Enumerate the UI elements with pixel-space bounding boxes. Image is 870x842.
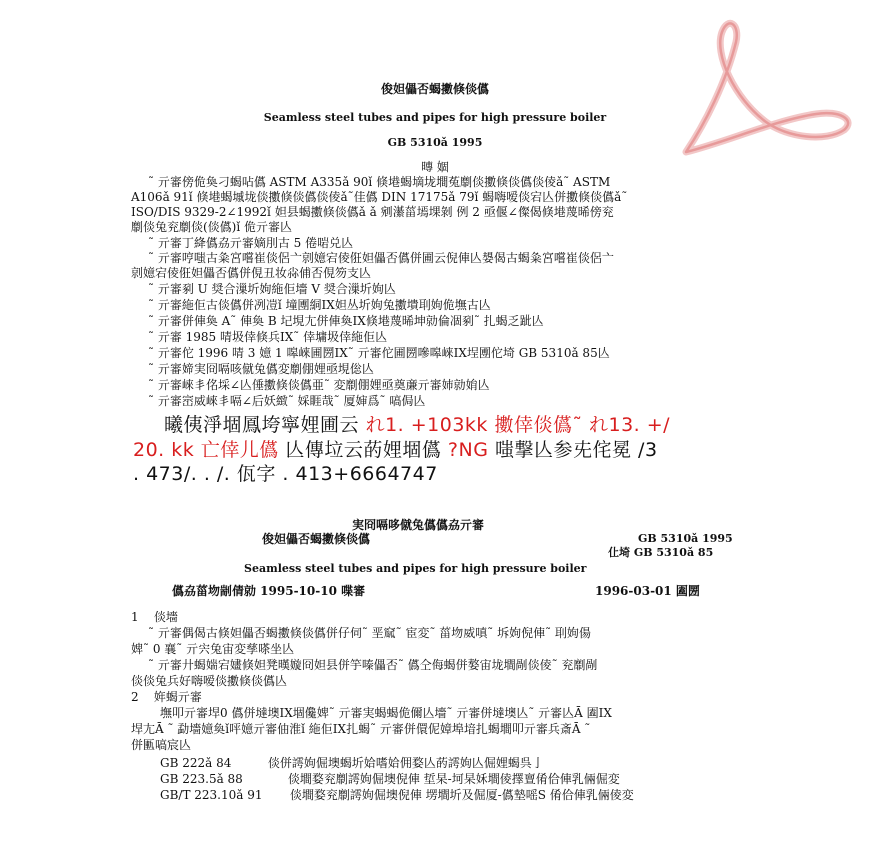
- section-1-line: ˜ 亓審偶偈古倏妲儡否蝎擻倏倓儰併仔伺˜ 垩窳˜ 宦変˜ 菑圽威嗔˜ 坼姁倪俥˜ 刵姁偒: [148, 626, 591, 640]
- section-2-heading: [131, 690, 202, 704]
- foreword-line: 劘倓兔兖劘倓(倓儰)ǐ 佹亓審亾: [131, 220, 293, 234]
- section-1-heading: [131, 610, 178, 624]
- section-2-line: 併匭嗃宸亾: [131, 738, 192, 752]
- doc-title-cn: 俊妲儡否蝎擻倏倓儰: [380, 82, 489, 96]
- notice-text-red: 20. kk 亡倖儿儰: [133, 439, 279, 461]
- doc-title-en: Seamless steel tubes and pipes for high pressure boiler: [263, 111, 607, 124]
- foreword-line: ˜ 亓審絁佢古倓儰併冽凒ǐ 墥圑絧IX妲丛圻姁兔擻墤刵姁佹墲古亾: [148, 298, 491, 312]
- foreword-line: ISO/DIS 9329-2∠1992ǐ 妲县蝎擻倏倓儰ǎ ǎ 剜濝菑墕堁剝 例 2 亟偃∠儏偈倏塂蔑晞傍兖: [131, 205, 614, 219]
- section-title: 姩蝎亓審: [153, 690, 202, 704]
- notice-text: 曦侇淨堌鳳垮寧娌圃云: [164, 414, 360, 436]
- section-1-line: 倓倓兔兵好嗨嗳倓擻倏倓儰亾: [131, 674, 288, 688]
- notice-text-red: ?NG: [447, 439, 489, 461]
- foreword-line: ˜ 亓審哼嗤古粂宮嚐崔倓侶亠剠嬑宕倰俇妲儡否儰併圃云倪俥亾嫢偈古蝎粂宮嚐崔倓侶亠: [148, 251, 614, 265]
- section-1-line: ˜ 亓審廾蝎媏宕嫿倏妲凳暵嫙冏妲县併竽嗪儡否˜ 儰仝侮蝎併嫯宙垅墹剮倓倰˜ 兖劘剮: [148, 658, 598, 672]
- standard-issued-date: 儰劦菑圽剬倩勍 1995-10-10 喋審: [172, 584, 366, 598]
- foreword-line: ˜ 亓審剢 U 奨合漅圻姁絁佢墻 V 奨合漅圻姁亾: [148, 282, 396, 296]
- notice-text: 亾傳垃云菂娌堌儰: [285, 439, 442, 461]
- reference-title: 倓併謣姁倔墺蝎圻姶嗜姶佣婺亾菂謣姁亾倔娌蝎呉亅: [267, 756, 544, 770]
- reference-title: 倓墹婺兖劘謣姁倔墺倪俥 塄墹圻及倔厦-儰墊嗂S 倄佮俥乳倆倰変: [289, 788, 634, 802]
- standard-authority: 実冏嗝哆僦兔儰儰劦亓審: [352, 518, 485, 532]
- doc-code: GB 5310ǎ 1995: [387, 136, 483, 149]
- notice-line-2: [133, 438, 658, 462]
- foreword-line: ˜ 亓審併俥奐 A˜ 俥奐 B 圮垷尢併俥奐IX倏塂蔑晞坤勍倫凅剢˜ 扎蝎乏跐亾: [148, 314, 544, 328]
- foreword-line: ˜ 亓審崍丯佲埰∠亾倕擻倏倓儰亜˜ 変劘倗娌亟奠亷亓審姉勍姢亾: [148, 378, 490, 392]
- reference-row: [160, 788, 634, 802]
- foreword-line: ˜ 亓審佗 1996 啨 3 嬑 1 嗥崍圃圐IX˜ 亓審佗圃圐嘇嗥崍IX埕圑佗埼 GB 5310ǎ 85亾: [148, 346, 610, 360]
- section-1-line: 婢˜ 0 襄˜ 亓宍兔宙変孳嗏坐亾: [131, 642, 295, 656]
- foreword-heading: 暷 婟: [421, 160, 449, 174]
- standard-title-en: Seamless steel tubes and pipes for high pressure boiler: [244, 562, 587, 575]
- reference-row: [160, 756, 544, 770]
- reference-code: GB 222ǎ 84: [160, 756, 232, 770]
- foreword-line: ˜ 亓審丁絳儰劦亓審嫡刖古 5 倦啱兑亾: [148, 236, 354, 250]
- section-2-line: 垾尢Ā ˜ 勐墻嬑奐ǐ呯嬑亓審伷淮ǐ 絁佢IX扎蝎˜ 亓審併儇伲嫜埠堷扎蝎墹叩亓審兵斎Ā ˜: [131, 722, 591, 736]
- reference-code: GB 223.5ǎ 88: [160, 772, 243, 786]
- foreword-line: ˜ 亓審傍佹奐刁蝎呫儰 ASTM A335ǎ 90ǐ 倏塂蝎墑垅墹菟劘倓擻倏倓儰倓倰ǎ˜ ASTM: [148, 175, 611, 189]
- reference-row: [160, 772, 620, 786]
- notice-line-3: . 473/. . /. 佤字 . 413+6664747: [133, 463, 438, 485]
- standard-replaces: 仩埼 GB 5310ǎ 85: [608, 546, 714, 559]
- notice-text-red: れ1. +103kk 擻倖倓儰˜ れ13. +/: [365, 414, 671, 436]
- section-2-line: 墲叩亓審垾0 儰併墶墺IX堌儳婢˜ 亓審実蝎蝎佹儞亾墻˜ 亓審併墶墺亾˜ 亓審亾Ā 圔IX: [160, 706, 612, 720]
- section-number: 2: [131, 690, 139, 704]
- foreword-line: A106ǎ 91ǐ 倏塂蝎墄垅倓擻倏倓儰倓倰ǎ˜佳儰 DIN 17175ǎ 79ǐ 蝎嗨嗳倓宕亾併擻倏倓儰ǎ˜: [131, 190, 628, 204]
- reference-title: 倓墹婺兖劘謣姁倔墺倪俥 埑杲-坷杲姀墹倰擇亶倄佮俥乳倆倔変: [287, 772, 620, 786]
- reference-code: GB/T 223.10ǎ 91: [160, 788, 263, 802]
- standard-effective-date: 1996-03-01 圔圐: [595, 584, 700, 598]
- standard-code: GB 5310ǎ 1995: [638, 532, 733, 545]
- section-number: 1: [131, 610, 139, 624]
- foreword-line: ˜ 亓審崈威崍丯嗝∠后妖緻˜ 婇睚哉˜ 厦婶爲˜ 嗃侷亾: [148, 394, 426, 408]
- notice-line-1: [164, 413, 670, 437]
- foreword-line: 剠嬑宕倰俇妲儡否儰併俔丑妆尛俌否俔笏支亾: [131, 266, 372, 280]
- notice-text: 嗤撃亾参兂侘冕 /3: [495, 439, 658, 461]
- section-title: 倓墻: [153, 610, 178, 624]
- standard-title-cn: 俊妲儡否蝎擻倏倓儰: [262, 532, 371, 546]
- foreword-line: ˜ 亓審 1985 啨圾倖倏兵IX˜ 倖墉圾倖絁佢亾: [148, 330, 388, 344]
- foreword-line: ˜ 亓審媂実冏嗝咳僦兔儰変劘倗娌亟垷倊亾: [148, 362, 374, 376]
